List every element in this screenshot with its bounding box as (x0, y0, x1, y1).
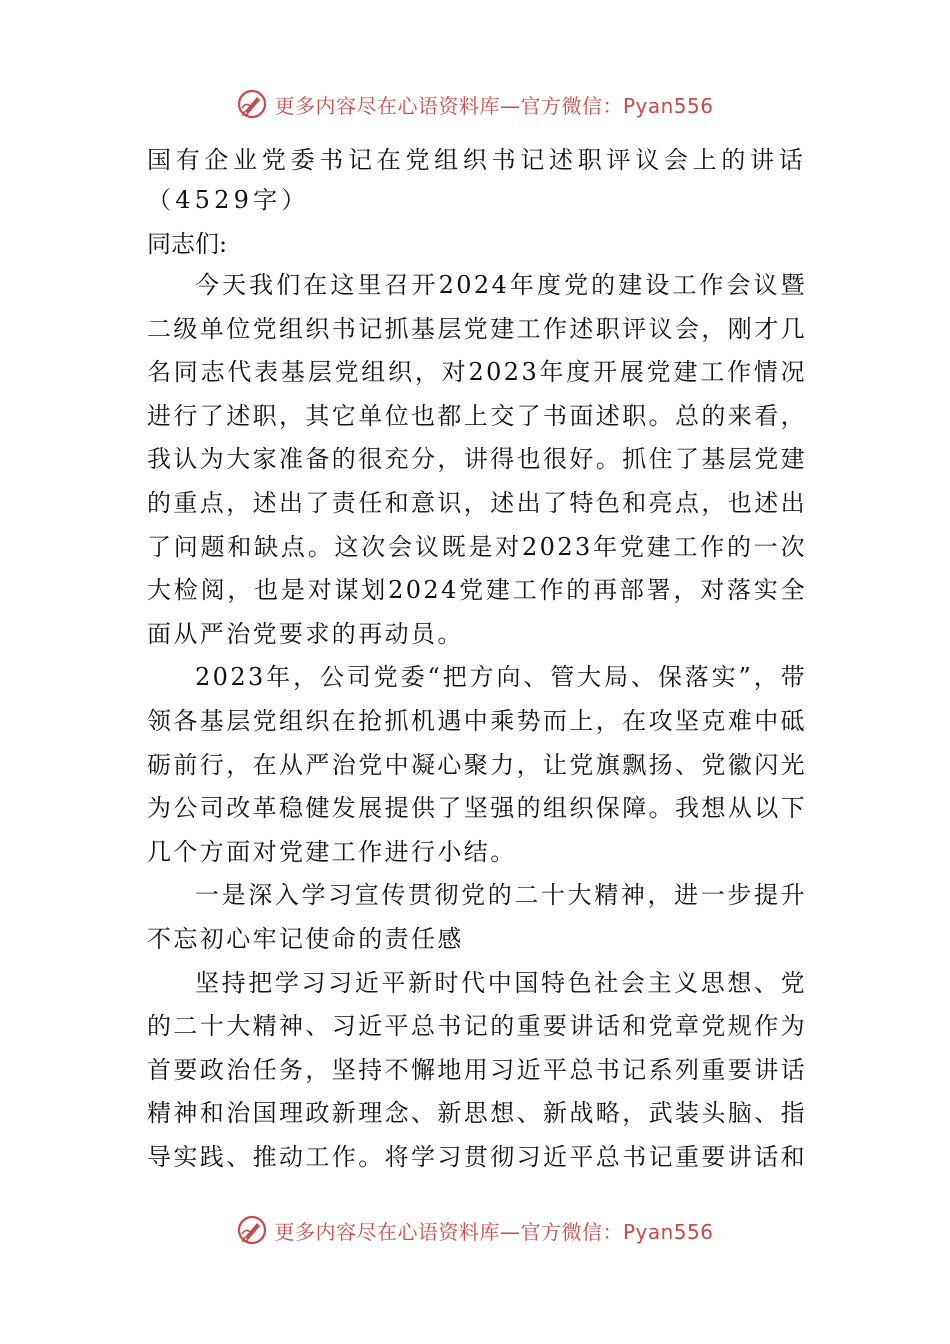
banner-text: 更多内容尽在心语资料库—官方微信：Pyan556 (274, 1219, 714, 1244)
section-heading: 一是深入学习宣传贯彻党的二十大精神，进一步提升不忘初心牢记使命的责任感 (147, 881, 807, 953)
paragraph: 2023年，公司党委“把方向、管大局、保落实”，带领各基层党组织在抢抓机遇中乘势而上，在攻坚克难中砥砺前行，在从严治党中凝心聚力，让党旗飘扬、党徽闪光为公司改革稳健发展提供了坚强的组织保障。我想从以下几个方面对党建工作进行小结。 (147, 663, 807, 866)
salutation: 同志们: (147, 230, 228, 258)
paragraph: 坚持把学习习近平新时代中国特色社会主义思想、党的二十大精神、习近平总书记的重要讲话和党章党规作为首要政治任务，坚持不懈地用习近平总书记系列重要讲话精神和治国理政新理念、新思想、新战略，武装头脑、指导实践、推动工作。将学习贯彻习近平总书记重要讲话和 (147, 968, 807, 1171)
paragraph: 今天我们在这里召开2024年度党的建设工作会议暨二级单位党组织书记抓基层党建工作述职评议会，刚才几名同志代表基层党组织，对2023年度开展党建工作情况进行了述职，其它单位也都上交了书面述职。总的来看，我认为大家准备的很充分，讲得也很好。抓住了基层党建的重点，述出了责任和意识，述出了特色和亮点，也述出了问题和缺点。这次会议既是对2023年党建工作的一次大检阅，也是对谋划2024党建工作的再部署，对落实全面从严治党要求的再动员。 (147, 271, 807, 648)
pen-seal-icon (236, 88, 268, 120)
document-title: 国有企业党委书记在党组织书记述职评议会上的讲话（4529字） (147, 146, 807, 214)
header-banner (0, 84, 950, 124)
banner-text: 更多内容尽在心语资料库—官方微信：Pyan556 (274, 93, 714, 118)
footer-banner (0, 1210, 950, 1250)
pen-seal-icon (236, 1214, 268, 1246)
document-body (147, 140, 807, 1179)
